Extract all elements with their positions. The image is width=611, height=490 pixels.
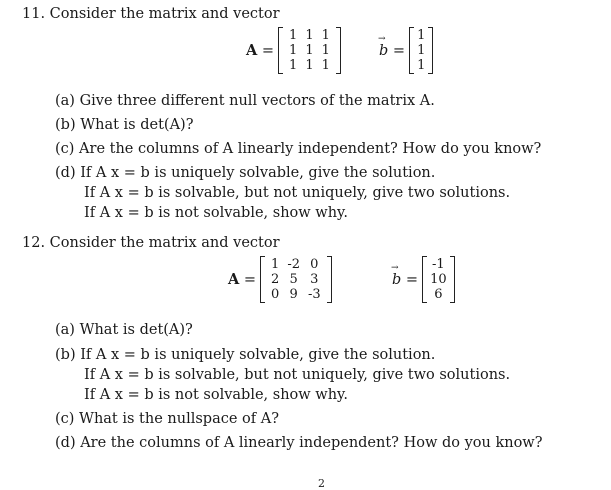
problem-11-part-d: (d) If A x = b is uniquely solvable, give the solution. bbox=[55, 165, 436, 181]
problem-12-vector-b bbox=[392, 256, 455, 303]
matrix-cell: 1 bbox=[305, 58, 314, 73]
equals-sign: = bbox=[392, 42, 406, 59]
equals-sign: = bbox=[243, 272, 257, 288]
matrix-cell: 1 bbox=[321, 43, 330, 58]
matrix-cell: 5 bbox=[289, 272, 298, 287]
matrix-cell: 1 bbox=[321, 58, 330, 73]
problem-12-part-b-line-3: If A x = b is not solvable, show why. bbox=[84, 387, 348, 403]
vector-label: → b bbox=[379, 43, 388, 59]
problem-12-matrix-A bbox=[228, 256, 332, 303]
matrix-cell: 0 bbox=[271, 287, 280, 302]
matrix-cell: -3 bbox=[307, 287, 321, 302]
vector-cell: 1 bbox=[417, 58, 426, 73]
vector-cell: 1 bbox=[417, 28, 426, 43]
vector-cell: 1 bbox=[417, 43, 426, 58]
vector-label: → b bbox=[392, 272, 401, 288]
matrix-cell: 9 bbox=[289, 287, 298, 302]
matrix-cell: 3 bbox=[310, 272, 319, 287]
matrix-grid bbox=[265, 256, 327, 303]
matrix-cell: 2 bbox=[271, 272, 280, 287]
equals-sign: = bbox=[405, 271, 419, 288]
matrix-grid bbox=[283, 27, 336, 74]
matrix-cell: 1 bbox=[271, 257, 280, 272]
problem-12-part-d: (d) Are the columns of A linearly independent? How do you know? bbox=[55, 435, 543, 451]
problem-11-part-a: (a) Give three different null vectors of the matrix A. bbox=[55, 93, 435, 109]
matrix-cell: 1 bbox=[305, 28, 314, 43]
equals-sign: = bbox=[261, 43, 275, 59]
page-number: 2 bbox=[318, 477, 325, 490]
vector-cell: -1 bbox=[432, 257, 445, 272]
problem-11-matrix-A bbox=[246, 27, 341, 74]
vector-grid bbox=[427, 256, 450, 303]
matrix-label: A bbox=[228, 271, 240, 288]
vector-cell: 6 bbox=[434, 287, 443, 302]
problem-11-header: 11. Consider the matrix and vector bbox=[22, 6, 280, 22]
problem-12-part-b: (b) If A x = b is uniquely solvable, give the solution. bbox=[55, 347, 436, 363]
matrix-cell: 1 bbox=[289, 28, 298, 43]
matrix-cell: 1 bbox=[321, 28, 330, 43]
vector-grid bbox=[414, 27, 428, 74]
matrix-cell: 0 bbox=[310, 257, 319, 272]
matrix-cell: 1 bbox=[289, 58, 298, 73]
problem-11-part-d-line-3: If A x = b is not solvable, show why. bbox=[84, 205, 348, 221]
problem-12-header: 12. Consider the matrix and vector bbox=[22, 235, 280, 251]
matrix-cell: 1 bbox=[289, 43, 298, 58]
vector-cell: 10 bbox=[430, 272, 447, 287]
matrix-label: A bbox=[246, 42, 258, 59]
matrix-cell: -2 bbox=[287, 257, 300, 272]
problem-11-vector-b bbox=[379, 27, 433, 74]
problem-12-part-c: (c) What is the nullspace of A? bbox=[55, 411, 279, 427]
problem-11-part-d-line-2: If A x = b is solvable, but not uniquely, give two solutions. bbox=[84, 185, 511, 201]
problem-12-part-b-line-2: If A x = b is solvable, but not uniquely, give two solutions. bbox=[84, 367, 511, 383]
matrix-cell: 1 bbox=[305, 43, 314, 58]
problem-12-part-a: (a) What is det(A)? bbox=[55, 322, 193, 338]
problem-11-part-c: (c) Are the columns of A linearly independent? How do you know? bbox=[55, 141, 542, 157]
problem-11-part-b: (b) What is det(A)? bbox=[55, 117, 194, 133]
